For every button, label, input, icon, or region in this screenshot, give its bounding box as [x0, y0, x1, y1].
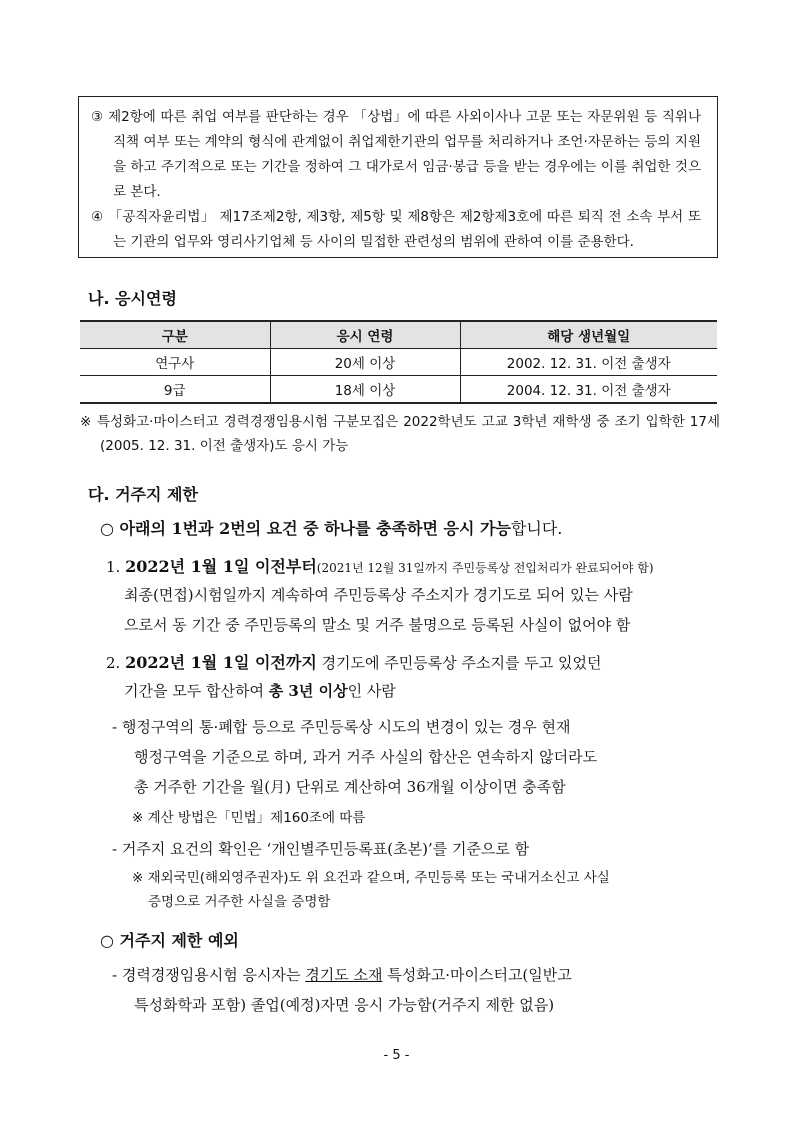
requirement-2 — [106, 650, 601, 673]
table-cell: 2002. 12. 31. 이전 출생자 — [460, 349, 717, 376]
requirement-date: 2022년 1월 1일 이전까지 — [125, 653, 317, 672]
requirement-text: 인 사람 — [347, 682, 396, 700]
table-cell: 연구사 — [80, 349, 270, 376]
requirement-number: 2. — [106, 654, 121, 672]
requirement-2-line2 — [124, 680, 396, 701]
exception-location: 경기도 소재 — [305, 966, 383, 984]
exception-heading: ○ 거주지 제한 예외 — [100, 931, 239, 950]
exception-line1 — [112, 964, 572, 985]
age-note-text: ※ 특성화고·마이스터고 경력경쟁임용시험 구분모집은 2022학년도 고교 3학년 재학생 중 조기 입학한 17세(2005. 12. 31. 이전 출생자)도 응시 가능 — [80, 414, 720, 454]
requirement-total: 총 3년 이상 — [268, 682, 348, 700]
merge-rule-line2: 행정구역을 기준으로 하며, 과거 거주 사실의 합산은 연속하지 않더라도 — [134, 748, 598, 766]
table-row — [80, 376, 717, 404]
table-header: 해당 생년월일 — [460, 321, 717, 349]
requirement-number: 1. — [106, 558, 121, 576]
verification-rule: - 거주지 요건의 확인은 ‘개인별주민등록표(초본)’를 기준으로 함 — [112, 840, 530, 858]
law-item-4: ④ 「공직자윤리법」 제17조제2항, 제3항, 제5항 및 제8항은 제2항제3호에 따른 퇴직 전 소속 부서 또는 기관의 업무와 영리사기업체 등 사이의 밀접한 관련성의 범위에 관하여 이를 준용한다. — [91, 209, 701, 250]
age-table — [80, 320, 717, 404]
table-cell: 9급 — [80, 376, 270, 404]
table-cell: 20세 이상 — [270, 349, 460, 376]
merge-rule-line3: 총 거주한 기간을 월(月) 단위로 계산하여 36개월 이상이면 충족함 — [134, 778, 566, 796]
law-excerpt-box — [78, 96, 718, 258]
exception-text: 특성화고·마이스터고(일반고 — [382, 966, 572, 984]
condition-bold: ○ 아래의 1번과 2번의 요건 중 하나를 충족하면 응시 가능 — [100, 519, 511, 538]
requirement-text: 경기도에 주민등록상 주소지를 두고 있었던 — [316, 654, 602, 672]
requirement-1 — [106, 554, 654, 577]
merge-rule-line1: - 행정구역의 통·폐합 등으로 주민등록상 시도의 변경이 있는 경우 현재 — [112, 718, 571, 736]
requirement-note: (2021년 12월 31일까지 주민등록상 전입처리가 완료되어야 함) — [316, 561, 654, 575]
age-note — [80, 410, 720, 458]
calculation-note: ※ 계산 방법은「민법」제160조에 따름 — [132, 810, 366, 826]
residence-condition — [100, 516, 562, 539]
condition-rest: 합니다. — [510, 519, 563, 538]
overseas-note-line2: 증명으로 거주한 사실을 증명함 — [148, 894, 331, 910]
table-header: 응시 연령 — [270, 321, 460, 349]
table-header-row — [80, 321, 717, 349]
requirement-text: 기간을 모두 합산하여 — [124, 682, 269, 700]
table-header: 구분 — [80, 321, 270, 349]
overseas-note-line1: ※ 재외국민(해외영주권자)도 위 요건과 같으며, 주민등록 또는 국내거소신고 사실 — [132, 870, 610, 886]
requirement-date: 2022년 1월 1일 이전부터 — [125, 557, 317, 576]
exception-line2: 특성화학과 포함) 졸업(예정)자면 응시 가능함(거주지 제한 없음) — [134, 996, 555, 1014]
law-item-3: ③ 제2항에 따른 취업 여부를 판단하는 경우 「상법」에 따른 사외이사나 고문 또는 자문위원 등 직위나 직책 여부 또는 계약의 형식에 관계없이 취업제한기관의 업무를 처리하거나 조언·자문하는 등의 지원을 하고 주기적으로 또는 기간을 정하여 그 대가로서 임금·봉급 등을 받는 경우에는 이를 취업한 것으로 본다. — [91, 109, 701, 200]
table-row — [80, 349, 717, 376]
exception-text: - 경력경쟁임용시험 응시자는 — [112, 966, 306, 984]
table-cell: 2004. 12. 31. 이전 출생자 — [460, 376, 717, 404]
requirement-1-line2: 최종(면접)시험일까지 계속하여 주민등록상 주소지가 경기도로 되어 있는 사람 — [124, 586, 633, 604]
section-age-title: 나. 응시연령 — [88, 289, 177, 308]
requirement-1-line3: 으로서 동 기간 중 주민등록의 말소 및 거주 불명으로 등록된 사실이 없어야 함 — [124, 616, 631, 634]
table-cell: 18세 이상 — [270, 376, 460, 404]
section-residence-title: 다. 거주지 제한 — [88, 485, 198, 504]
page-number: - 5 - — [383, 1048, 410, 1063]
